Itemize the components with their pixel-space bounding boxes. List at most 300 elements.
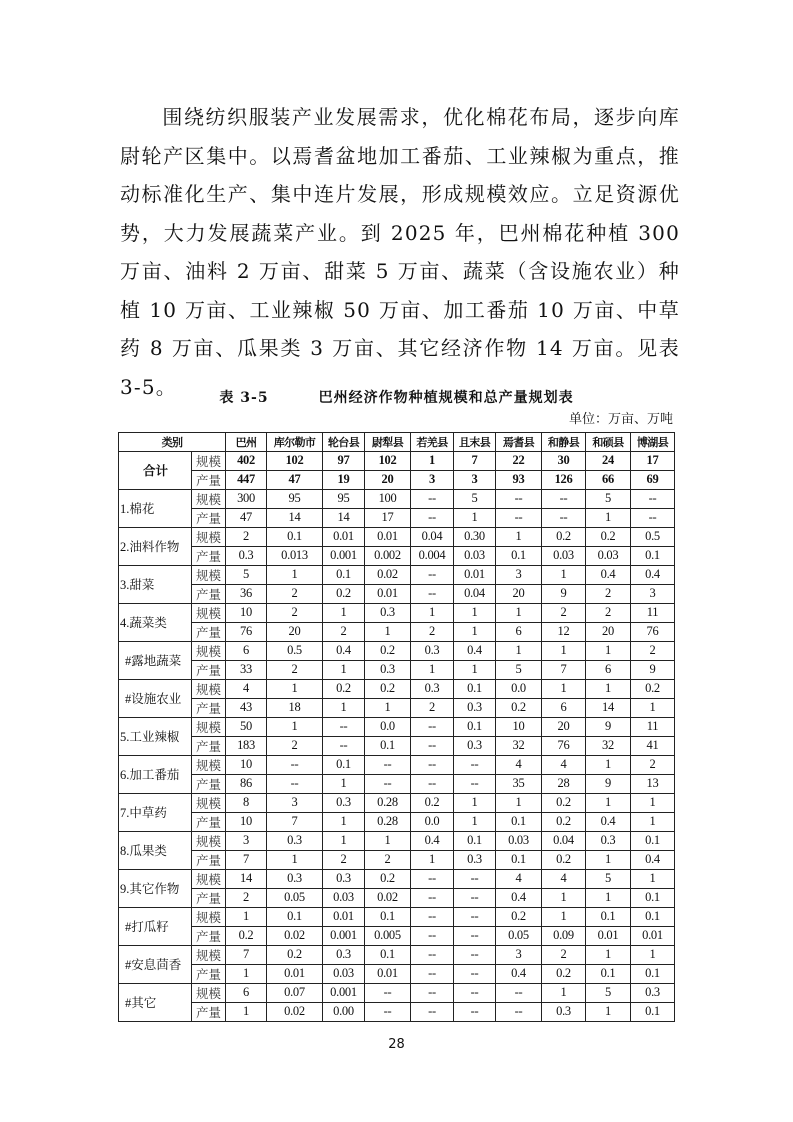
header-region: 巴州 (226, 433, 267, 452)
header-region: 尉犁县 (365, 433, 411, 452)
table-cell: 4 (542, 755, 586, 774)
table-cell: 35 (496, 774, 542, 793)
table-cell: -- (411, 945, 454, 964)
table-cell: 0.5 (267, 641, 323, 660)
table-row (119, 451, 675, 470)
table-cell: 1 (631, 698, 675, 717)
table-cell: 0.3 (631, 983, 675, 1002)
metric-scale-label: 规模 (192, 603, 226, 622)
table-cell: 0.2 (496, 907, 542, 926)
table-cell: 0.01 (365, 964, 411, 983)
table-cell: 1 (411, 850, 454, 869)
table-cell: 0.2 (365, 869, 411, 888)
row-category: #露地蔬菜 (119, 641, 192, 679)
table-cell: 0.04 (454, 584, 496, 603)
row-category: #打瓜籽 (119, 907, 192, 945)
table-cell: 93 (496, 470, 542, 489)
table-cell: 0.1 (365, 945, 411, 964)
table-cell: 32 (496, 736, 542, 755)
table-cell: 0.004 (411, 546, 454, 565)
table-row (119, 470, 675, 489)
table-cell: 1 (496, 527, 542, 546)
table-cell: 9 (542, 584, 586, 603)
row-category: #安息茴香 (119, 945, 192, 983)
table-cell: 2 (542, 603, 586, 622)
table-row (119, 641, 675, 660)
row-category: 6.加工番茄 (119, 755, 192, 793)
table-cell: -- (411, 565, 454, 584)
metric-scale-label: 规模 (192, 527, 226, 546)
table-cell: -- (365, 1002, 411, 1021)
table-cell: 2 (411, 622, 454, 641)
table-cell: 7 (226, 945, 267, 964)
table-cell: -- (411, 964, 454, 983)
table-cell: 1 (631, 945, 675, 964)
table-cell: 20 (365, 470, 411, 489)
table-cell: -- (411, 736, 454, 755)
table-cell: 0.3 (454, 698, 496, 717)
row-category: 4.蔬菜类 (119, 603, 192, 641)
table-cell: 0.03 (323, 964, 365, 983)
metric-output-label: 产量 (192, 584, 226, 603)
table-cell: 19 (323, 470, 365, 489)
table-cell: 0.001 (323, 926, 365, 945)
table-cell: 0.02 (365, 888, 411, 907)
table-cell: 20 (586, 622, 631, 641)
table-cell: 1 (586, 755, 631, 774)
table-cell: 0.4 (631, 850, 675, 869)
table-row (119, 926, 675, 945)
header-region: 轮台县 (323, 433, 365, 452)
table-cell: 0.1 (631, 888, 675, 907)
table-cell: 14 (267, 508, 323, 527)
table-cell: 4 (496, 755, 542, 774)
table-cell: -- (454, 1002, 496, 1021)
table-cell: 0.1 (267, 527, 323, 546)
table-cell: 0.1 (586, 964, 631, 983)
table-cell: 0.3 (267, 831, 323, 850)
table-cell: 0.02 (365, 565, 411, 584)
metric-scale-label: 规模 (192, 869, 226, 888)
table-cell: 2 (586, 584, 631, 603)
table-cell: 32 (586, 736, 631, 755)
table-cell: 0.2 (365, 679, 411, 698)
table-row (119, 964, 675, 983)
table-cell: 0.1 (454, 831, 496, 850)
table-cell: 0.3 (454, 736, 496, 755)
metric-output-label: 产量 (192, 812, 226, 831)
table-cell: 0.001 (323, 546, 365, 565)
metric-scale-label: 规模 (192, 489, 226, 508)
table-cell: 0.1 (323, 755, 365, 774)
table-cell: 7 (267, 812, 323, 831)
table-cell: 2 (631, 755, 675, 774)
table-row (119, 527, 675, 546)
table-cell: 0.2 (542, 793, 586, 812)
table-cell: 126 (542, 470, 586, 489)
table-cell: 1 (542, 679, 586, 698)
metric-output-label: 产量 (192, 736, 226, 755)
table-cell: 0.3 (454, 850, 496, 869)
table-cell: 76 (631, 622, 675, 641)
table-cell: -- (365, 774, 411, 793)
table-cell: 5 (496, 660, 542, 679)
table-cell: 0.01 (267, 964, 323, 983)
table-cell: 0.07 (267, 983, 323, 1002)
table-cell: 0.1 (631, 964, 675, 983)
table-cell: -- (365, 983, 411, 1002)
table-cell: 0.2 (365, 641, 411, 660)
table-cell: 10 (496, 717, 542, 736)
table-number: 表 3-5 (219, 390, 269, 406)
table-cell: 0.03 (542, 546, 586, 565)
table-cell: -- (411, 508, 454, 527)
table-cell: 7 (226, 850, 267, 869)
table-cell: 1 (496, 603, 542, 622)
row-category: 3.甜菜 (119, 565, 192, 603)
table-row (119, 774, 675, 793)
table-cell: 0.4 (454, 641, 496, 660)
table-cell: 1 (586, 945, 631, 964)
table-cell: -- (454, 869, 496, 888)
table-cell: 0.09 (542, 926, 586, 945)
table-cell: 7 (454, 451, 496, 470)
table-cell: 0.03 (496, 831, 542, 850)
table-cell: 0.3 (323, 793, 365, 812)
table-cell: -- (496, 508, 542, 527)
table-cell: -- (267, 755, 323, 774)
table-row (119, 831, 675, 850)
table-cell: 9 (586, 717, 631, 736)
table-cell: 3 (411, 470, 454, 489)
table-cell: 0.3 (323, 869, 365, 888)
table-cell: 1 (323, 603, 365, 622)
table-cell: -- (496, 1002, 542, 1021)
table-cell: -- (496, 983, 542, 1002)
table-cell: -- (454, 926, 496, 945)
table-cell: 1 (542, 565, 586, 584)
table-cell: 2 (542, 945, 586, 964)
table-cell: 0.01 (586, 926, 631, 945)
table-row (119, 1002, 675, 1021)
table-cell: 9 (631, 660, 675, 679)
header-region: 库尔勒市 (267, 433, 323, 452)
table-cell: 1 (542, 983, 586, 1002)
metric-scale-label: 规模 (192, 831, 226, 850)
table-row (119, 983, 675, 1002)
table-row (119, 546, 675, 565)
table-cell: 1 (411, 451, 454, 470)
table-cell: 1 (454, 508, 496, 527)
table-cell: -- (542, 508, 586, 527)
table-cell: 0.2 (542, 964, 586, 983)
row-category: 1.棉花 (119, 489, 192, 527)
table-cell: 86 (226, 774, 267, 793)
table-cell: 1 (586, 888, 631, 907)
table-cell: 0.03 (586, 546, 631, 565)
row-category: 2.油料作物 (119, 527, 192, 565)
table-cell: 5 (586, 869, 631, 888)
table-cell: 1 (226, 1002, 267, 1021)
metric-output-label: 产量 (192, 1002, 226, 1021)
table-cell: 0.04 (411, 527, 454, 546)
metric-scale-label: 规模 (192, 755, 226, 774)
table-cell: 0.1 (586, 907, 631, 926)
table-cell: 14 (323, 508, 365, 527)
table-cell: -- (454, 755, 496, 774)
table-cell: 0.3 (365, 660, 411, 679)
table-cell: 0.2 (631, 679, 675, 698)
table-cell: 0.005 (365, 926, 411, 945)
table-row (119, 812, 675, 831)
table-cell: 5 (586, 489, 631, 508)
table-cell: 12 (542, 622, 586, 641)
table-cell: -- (454, 774, 496, 793)
row-category: 7.中草药 (119, 793, 192, 831)
metric-output-label: 产量 (192, 546, 226, 565)
table-cell: 1 (631, 812, 675, 831)
table-cell: 0.03 (323, 888, 365, 907)
table-cell: 50 (226, 717, 267, 736)
table-row (119, 907, 675, 926)
table-row (119, 850, 675, 869)
table-cell: 1 (542, 907, 586, 926)
table-cell: 1 (226, 907, 267, 926)
table-cell: -- (365, 755, 411, 774)
row-category: 8.瓜果类 (119, 831, 192, 869)
table-cell: 2 (323, 622, 365, 641)
table-cell: 0.4 (631, 565, 675, 584)
metric-scale-label: 规模 (192, 717, 226, 736)
table-cell: 1 (586, 850, 631, 869)
table-cell: 0.1 (496, 546, 542, 565)
table-cell: 0.02 (267, 1002, 323, 1021)
table-cell: 36 (226, 584, 267, 603)
table-row (119, 888, 675, 907)
table-cell: 3 (496, 945, 542, 964)
metric-output-label: 产量 (192, 622, 226, 641)
table-cell: 1 (267, 850, 323, 869)
table-cell: -- (267, 774, 323, 793)
page-number: 28 (388, 1037, 405, 1052)
table-cell: 76 (542, 736, 586, 755)
table-cell: 0.05 (496, 926, 542, 945)
table-cell: 1 (454, 603, 496, 622)
table-cell: 2 (631, 641, 675, 660)
table-cell: -- (411, 888, 454, 907)
table-cell: 0.4 (496, 964, 542, 983)
table-cell: 1 (267, 565, 323, 584)
table-row (119, 679, 675, 698)
table-cell: 1 (586, 641, 631, 660)
metric-output-label: 产量 (192, 964, 226, 983)
table-cell: 0.01 (323, 907, 365, 926)
header-region: 和硕县 (586, 433, 631, 452)
table-cell: 1 (411, 660, 454, 679)
table-cell: 0.1 (631, 831, 675, 850)
table-cell: 10 (226, 812, 267, 831)
table-cell: 20 (496, 584, 542, 603)
table-cell: 0.2 (267, 945, 323, 964)
table-cell: 1 (542, 888, 586, 907)
table-row (119, 565, 675, 584)
table-row (119, 945, 675, 964)
table-cell: -- (454, 907, 496, 926)
row-category: #其它 (119, 983, 192, 1021)
table-cell: 0.04 (542, 831, 586, 850)
table-cell: 447 (226, 470, 267, 489)
table-cell: 66 (586, 470, 631, 489)
metric-scale-label: 规模 (192, 945, 226, 964)
table-cell: 0.01 (365, 584, 411, 603)
table-cell: 2 (267, 603, 323, 622)
metric-output-label: 产量 (192, 850, 226, 869)
metric-scale-label: 规模 (192, 983, 226, 1002)
table-cell: -- (411, 869, 454, 888)
table-cell: 2 (267, 736, 323, 755)
table-cell: 1 (454, 812, 496, 831)
table-cell: 0.1 (631, 1002, 675, 1021)
table-cell: 6 (226, 641, 267, 660)
table-cell: 0.4 (411, 831, 454, 850)
table-cell: 6 (586, 660, 631, 679)
table-cell: 0.2 (226, 926, 267, 945)
table-cell: -- (411, 1002, 454, 1021)
table-cell: -- (411, 717, 454, 736)
table-cell: 2 (226, 888, 267, 907)
table-row (119, 869, 675, 888)
table-cell: 41 (631, 736, 675, 755)
table-cell: 0.3 (365, 603, 411, 622)
metric-output-label: 产量 (192, 508, 226, 527)
table-body (119, 451, 675, 1021)
table-cell: 0.1 (365, 736, 411, 755)
metric-scale-label: 规模 (192, 641, 226, 660)
table-cell: 10 (226, 755, 267, 774)
table-cell: 17 (365, 508, 411, 527)
table-cell: 3 (496, 565, 542, 584)
table-row (119, 793, 675, 812)
table-cell: 97 (323, 451, 365, 470)
table-cell: 0.28 (365, 812, 411, 831)
metric-output-label: 产量 (192, 888, 226, 907)
metric-output-label: 产量 (192, 470, 226, 489)
row-category: #设施农业 (119, 679, 192, 717)
table-cell: 0.3 (226, 546, 267, 565)
table-cell: 1 (323, 660, 365, 679)
table-cell: 30 (542, 451, 586, 470)
table-cell: 0.5 (631, 527, 675, 546)
table-cell: 1 (586, 1002, 631, 1021)
table-cell: 20 (267, 622, 323, 641)
table-cell: 0.2 (542, 812, 586, 831)
table-cell: 0.02 (267, 926, 323, 945)
table-cell: -- (411, 755, 454, 774)
table-cell: 0.3 (542, 1002, 586, 1021)
table-cell: -- (411, 774, 454, 793)
table-cell: 1 (496, 641, 542, 660)
table-row (119, 736, 675, 755)
table-cell: -- (323, 736, 365, 755)
table-cell: 0.002 (365, 546, 411, 565)
table-cell: 1 (267, 717, 323, 736)
header-region: 焉耆县 (496, 433, 542, 452)
table-cell: 0.4 (586, 565, 631, 584)
table-cell: 5 (586, 983, 631, 1002)
table-cell: 5 (454, 489, 496, 508)
table-cell: 0.1 (631, 546, 675, 565)
table-cell: 69 (631, 470, 675, 489)
table-cell: 0.05 (267, 888, 323, 907)
row-category: 合计 (119, 451, 192, 489)
table-cell: 6 (542, 698, 586, 717)
table-cell: 1 (586, 508, 631, 527)
table-cell: 0.001 (323, 983, 365, 1002)
table-cell: 0.1 (496, 812, 542, 831)
table-cell: 2 (365, 850, 411, 869)
table-cell: 1 (542, 641, 586, 660)
row-category: 9.其它作物 (119, 869, 192, 907)
table-caption (0, 388, 793, 408)
table-row (119, 698, 675, 717)
table-cell: 11 (631, 603, 675, 622)
table-cell: 4 (542, 869, 586, 888)
table-cell: 95 (323, 489, 365, 508)
table-cell: 0.4 (323, 641, 365, 660)
table-cell: 76 (226, 622, 267, 641)
table-cell: 47 (226, 508, 267, 527)
table-cell: -- (411, 926, 454, 945)
table-cell: 14 (586, 698, 631, 717)
table-cell: 0.3 (323, 945, 365, 964)
table-cell: 183 (226, 736, 267, 755)
table-cell: 1 (323, 698, 365, 717)
table-cell: -- (454, 945, 496, 964)
table-cell: 47 (267, 470, 323, 489)
table-row (119, 755, 675, 774)
table-cell: 24 (586, 451, 631, 470)
table-cell: 102 (365, 451, 411, 470)
table-cell: 20 (542, 717, 586, 736)
table-cell: 4 (496, 869, 542, 888)
table-cell: 0.1 (496, 850, 542, 869)
table-row (119, 603, 675, 622)
metric-scale-label: 规模 (192, 793, 226, 812)
table-cell: 1 (631, 869, 675, 888)
table-cell: 0.28 (365, 793, 411, 812)
table-cell: 1 (411, 603, 454, 622)
header-region: 且末县 (454, 433, 496, 452)
table-cell: 0.1 (365, 907, 411, 926)
table-cell: 3 (631, 584, 675, 603)
table-cell: 300 (226, 489, 267, 508)
table-cell: 0.1 (454, 679, 496, 698)
table-cell: 0.01 (365, 527, 411, 546)
table-cell: 0.1 (454, 717, 496, 736)
table-cell: 1 (323, 831, 365, 850)
table-cell: 33 (226, 660, 267, 679)
table-cell: -- (411, 983, 454, 1002)
table-cell: 0.4 (496, 888, 542, 907)
table-row (119, 489, 675, 508)
table-cell: 0.1 (631, 907, 675, 926)
table-cell: -- (454, 888, 496, 907)
header-category: 类别 (119, 433, 226, 452)
table-cell: 95 (267, 489, 323, 508)
table-row (119, 660, 675, 679)
table-row (119, 508, 675, 527)
header-region: 若羌县 (411, 433, 454, 452)
